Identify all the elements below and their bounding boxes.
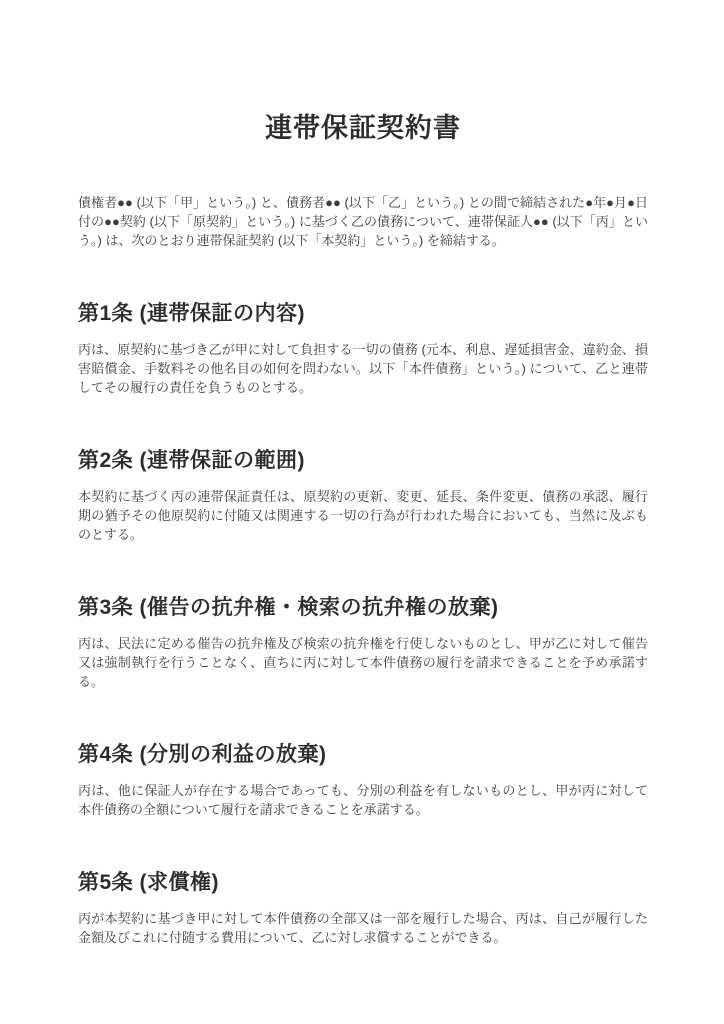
article-3-body: 丙は、民法に定める催告の抗弁権及び検索の抗弁権を行使しないものとし、甲が乙に対して催告又は強制執行を行うことなく、直ちに丙に対して本件債務の履行を請求できることを予め承諾する。 (78, 636, 648, 690)
article-1-body: 丙は、原契約に基づき乙が甲に対して負担する一切の債務 (元本、利息、遅延損害金、違約金、損害賠償金、手数料その他名目の如何を問わない。以下「本件債務」という。) について、乙と連帯してその履行の責任を負うものとする。 (78, 341, 648, 395)
article-5 (78, 871, 648, 947)
article-2-body: 本契約に基づく丙の連帯保証責任は、原契約の更新、変更、延長、条件変更、債務の承認、履行期の猶予その他原契約に付随又は関連する一切の行為が行われた場合においても、当然に及ぶものとする。 (78, 489, 648, 543)
article-3 (78, 596, 648, 691)
article-4-heading: 第4条 (分別の利益の放棄) (78, 743, 327, 767)
article-1-heading: 第1条 (連帯保証の内容) (78, 301, 305, 325)
preamble-paragraph: 債権者●● (以下「甲」という。) と、債務者●● (以下「乙」という。) との間で締結された●年●月●日付の●●契約 (以下「原契約」という。) に基づく乙の債務について、連帯保証人●● (以下「丙」という。) は、次のとおり連帯保証契約 (以下「本契約」という。) を締結する。 (78, 194, 648, 248)
article-5-body: 丙が本契約に基づき甲に対して本件債務の全部又は一部を履行した場合、丙は、自己が履行した金額及びこれに付随する費用について、乙に対し求償することができる。 (78, 911, 648, 946)
article-2 (78, 449, 648, 544)
article-4 (78, 743, 648, 819)
article-2-heading: 第2条 (連帯保証の範囲) (78, 448, 305, 472)
article-4-body: 丙は、他に保証人が存在する場合であっても、分別の利益を有しないものとし、甲が丙に対して本件債務の全額について履行を請求できることを承諾する。 (78, 783, 648, 818)
article-1 (78, 302, 648, 397)
article-5-heading: 第5条 (求償権) (78, 871, 219, 895)
article-3-heading: 第3条 (催告の抗弁権・検索の抗弁権の放棄) (78, 596, 499, 620)
document-title: 連帯保証契約書 (265, 113, 461, 143)
